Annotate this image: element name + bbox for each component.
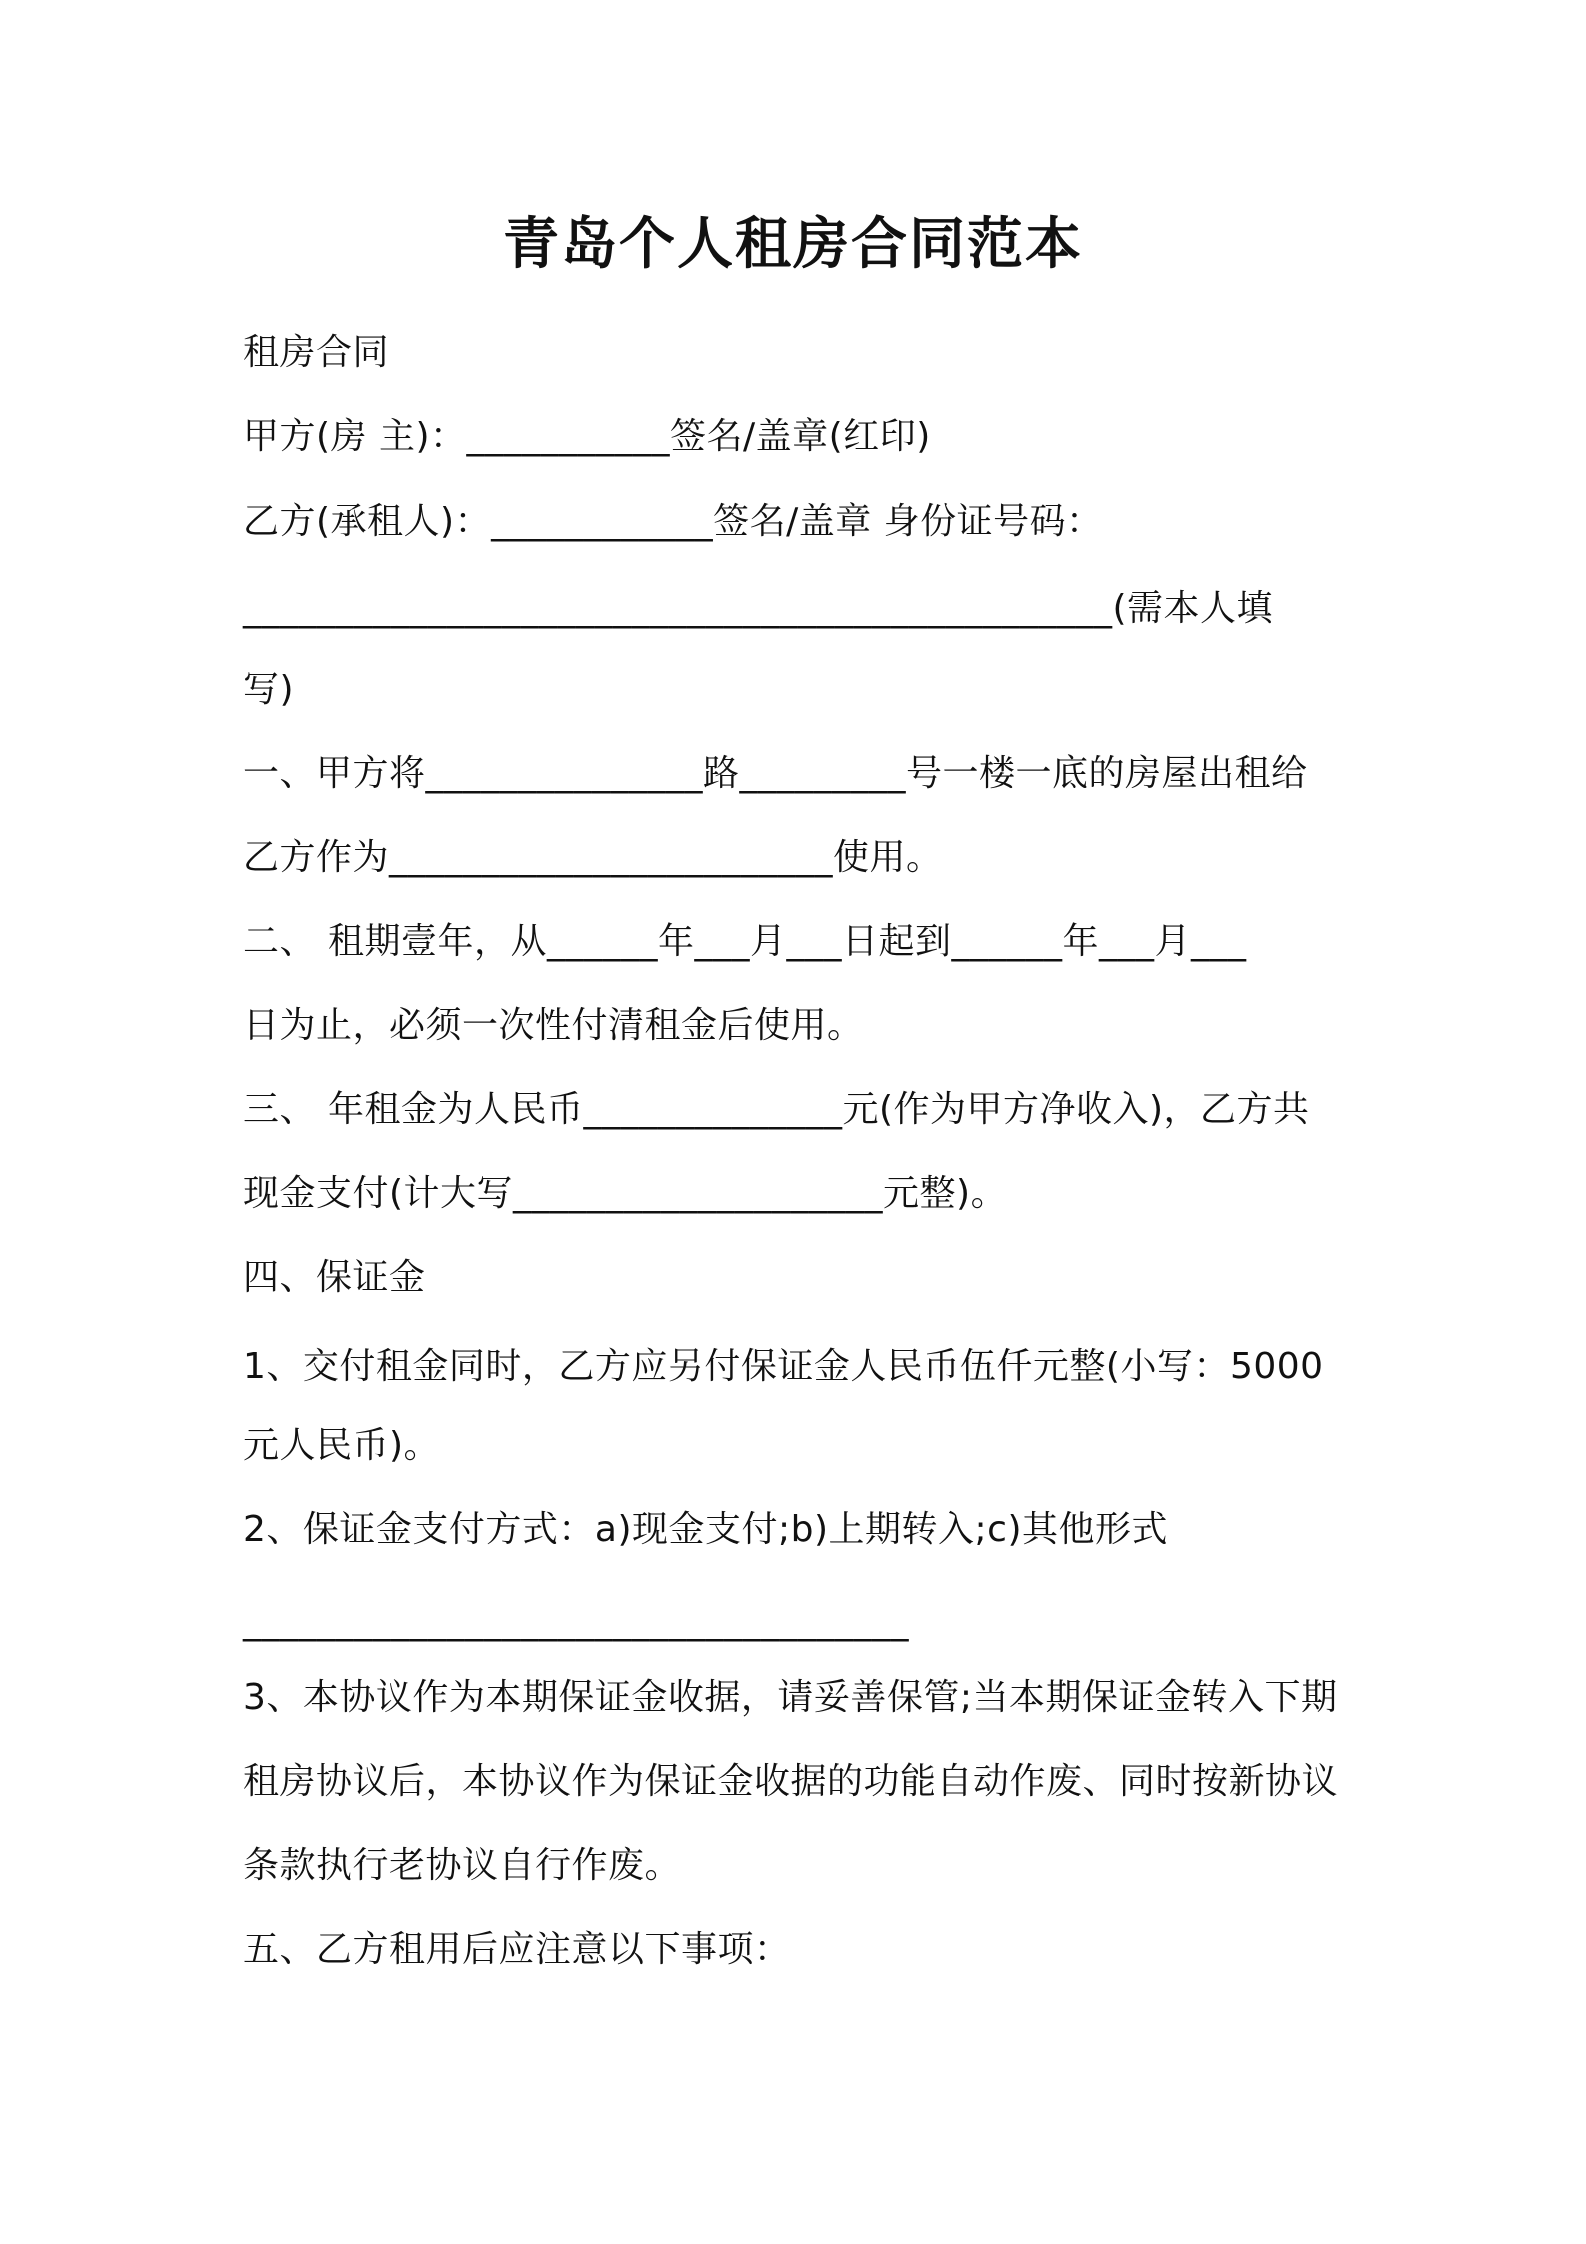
text-line: 元人民币)。	[243, 1425, 441, 1466]
text-line: 二、 租期壹年，从______年___月___日起到______年___月___	[243, 921, 1247, 962]
text-line: 四、保证金	[243, 1257, 426, 1298]
text-line: 2、保证金支付方式：a)现金支付;b)上期转入;c)其他形式	[243, 1509, 1169, 1550]
text-line: 乙方(承租人)：____________签名/盖章 身份证号码：	[243, 501, 1103, 542]
text-line: 五、乙方租用后应注意以下事项：	[243, 1929, 791, 1970]
text-line: 一、甲方将_______________路_________号一楼一底的房屋出租给	[243, 753, 1308, 794]
text-line: 写)	[243, 669, 295, 710]
text-line: 现金支付(计大写____________________元整)。	[243, 1173, 1008, 1214]
text-line: 三、 年租金为人民币______________元(作为甲方净收入)，乙方共	[243, 1089, 1310, 1130]
text-line: 租房协议后，本协议作为保证金收据的功能自动作废、同时按新协议	[243, 1761, 1339, 1802]
text-line: ____________________________________	[243, 1601, 909, 1642]
text-line: _______________________________________________(需本人填	[243, 588, 1274, 629]
text-line: 乙方作为________________________使用。	[243, 837, 943, 878]
text-line: 3、本协议作为本期保证金收据，请妥善保管;当本期保证金转入下期	[243, 1677, 1338, 1718]
document-title: 青岛个人租房合同范本	[503, 212, 1083, 277]
text-line: 租房合同	[243, 332, 390, 373]
text-line: 条款执行老协议自行作废。	[243, 1845, 682, 1886]
text-line: 甲方(房 主)：___________签名/盖章(红印)	[243, 416, 931, 457]
text-line: 1、交付租金同时，乙方应另付保证金人民币伍仟元整(小写：5000	[243, 1346, 1324, 1387]
text-line: 日为止，必须一次性付清租金后使用。	[243, 1005, 864, 1046]
